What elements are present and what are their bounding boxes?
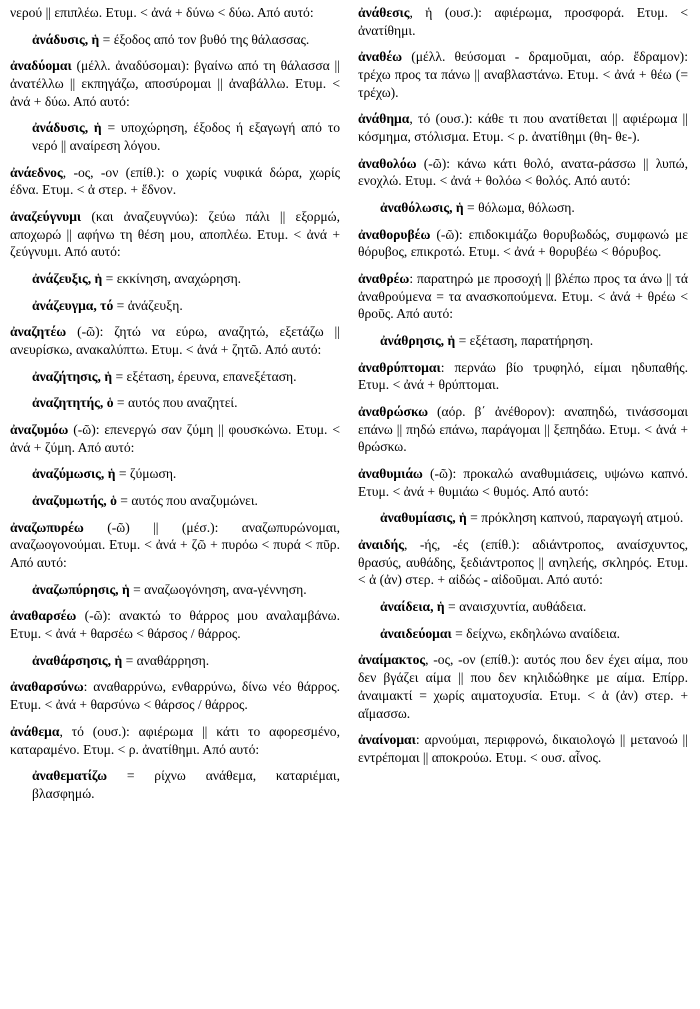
dictionary-entry: ἀναθορυβέω (-ῶ): επιδοκιμάζω θορυβωδώς, συμφωνώ με θόρυβος, επικροτώ. Ετυμ. < ἀνά + θορυβέω < θόρυβος. — [358, 226, 688, 260]
sub-entry: ἀναθεματίζω = ρίχνω ανάθεμα, καταριέμαι, βλασφημώ. — [32, 768, 340, 801]
column-right — [358, 4, 688, 1005]
dictionary-entry: ἀναδύομαι (μέλλ. ἀναδύσομαι): βγαίνω από τη θάλασσα || ἀνατέλλω || εκπηγάζω, αποσύρομαι || ἀναβάλλω. Ετυμ. < ἀνά + δύω. Από αυτό: — [10, 58, 340, 109]
sub-entry: ἀνάζευγμα, τό = ἀνάζευξη. — [32, 297, 183, 313]
sub-entry: ἀναθάρσησις, ἡ = αναθάρρηση. — [32, 652, 210, 668]
dictionary-entry: ἀναζεύγνυμι (και ἀναζευγνύω): ζεύω πάλι || εξορμώ, αποχωρώ || αφήνω τη θέση μου, αποπλέω. Ετυμ. < ἀνά + ζεύγνυμι. Από αυτό: — [10, 209, 340, 260]
dictionary-entry: ἀναθαρσύνω: αναθαρρύνω, ενθαρρύνω, δίνω νέο θάρρος. Ετυμ. < ἀνά + θαρσύνω < θάρσος / θάρρος. — [10, 679, 340, 713]
sub-entry: ἀναθυμίασις, ἡ = πρόκληση καπνού, παραγωγή ατμού. — [380, 510, 684, 526]
dictionary-entry: ἀναθυμιάω (-ῶ): προκαλώ αναθυμιάσεις, υψώνω καπνό. Ετυμ. < ἀνά + θυμιάω < θυμός. Από αυτό: — [358, 466, 688, 499]
column-container — [10, 4, 692, 1005]
dictionary-entry: ἀναθαρσέω (-ῶ): ανακτώ το θάρρος μου αναλαμβάνω. Ετυμ. < ἀνά + θαρσέω < θάρσος / θάρρος. — [10, 608, 340, 642]
dictionary-entry: ἀναίμακτος, -ος, -ον (επίθ.): αυτός που δεν έχει αίμα, που δεν βγάζει αίμα || που δεν κηλιδώθηκε με αίμα. Επίρρ. ἀναιμακτί = χωρίς αιματοχυσία. Ετυμ. < ἀ (ἀν) στερ. + αἵμασσω. — [358, 652, 688, 721]
sub-entry: ἀνάδυσις, ἡ = έξοδος από τον βυθό της θάλασσας. — [32, 31, 310, 47]
dictionary-entry: ἀνάεδνος, -ος, -ον (επίθ.): ο χωρίς νυφικά δώρα, χωρίς έδνα. Ετυμ. < ἀ στερ. + ἕδνον. — [10, 164, 340, 198]
dictionary-entry: ἀναθέω (μέλλ. θεύσομαι - δραμοῦμαι, αόρ. ἔδραμον): τρέχω προς τα πάνω || αναβλαστάνω. Ετυμ. < ἀνά + θέω (= τρέχω). — [358, 49, 688, 100]
sub-entry: ἀναζυμωτής, ὁ = αυτός που αναζυμώνει. — [32, 493, 258, 509]
sub-entry: ἀναζύμωσις, ἡ = ζύμωση. — [32, 466, 177, 482]
dictionary-entry: ἀνάθεσις, ἡ (ουσ.): αφιέρωμα, προσφορά. Ετυμ. < ἀνατίθημι. — [358, 5, 688, 38]
dictionary-entry: ἀναθρώσκω (αόρ. β΄ ἀνέθορον): αναπηδώ, τινάσσομαι επάνω || πηδώ επάνω, παράγομαι || ξεπηδάω. Ετυμ. < ἀνά + θρώσκω. — [358, 404, 688, 455]
dictionary-entry: ἀναιδής, -ής, -ές (επίθ.): αδιάντροπος, αναίσχυντος, θρασύς, αυθάδης, ξεδιάντροπος || ανηλεής, σκληρός. Ετυμ. < ἀ (ἀν) στερ. + αἰδώς - αἰδοῦμαι. Από αυτό: — [358, 537, 688, 588]
dictionary-entry: ἀναθολόω (-ῶ): κάνω κάτι θολό, ανατα-ράσσω || λυπώ, ενοχλώ. Ετυμ. < ἀνά + θολόω < θολός. Από αυτό: — [358, 155, 688, 189]
column-left — [10, 4, 340, 1005]
dictionary-entry: ἀναζητέω (-ῶ): ζητώ να εύρω, αναζητώ, εξετάζω || ανευρίσκω, ανακαλύπτω. Ετυμ. < ἀνά + ζητῶ. Από αυτό: — [10, 324, 340, 358]
sub-entry: ἀνάθρησις, ἡ = εξέταση, παρατήρηση. — [380, 333, 594, 349]
dictionary-entry: ἀναθρέω: παρατηρώ με προσοχή || βλέπω προς τα άνω || τά ἀναθρούμενα = τα ανασκοπούμενα. Ετυμ. < ἀνά + θρέω < θροῦς. Από αυτό: — [358, 271, 688, 322]
dictionary-entry: ἀνάθημα, τό (ουσ.): κάθε τι που ανατίθεται || αφιέρωμα || κόσμημα, στόλισμα. Ετυμ. < ρ. ἀνατίθημι (θη- θε-). — [358, 111, 688, 145]
sub-entry: ἀναιδεύομαι = δείχνω, εκδηλώνω αναίδεια. — [380, 625, 620, 641]
dictionary-entry: ἀναζυμόω (-ῶ): επενεργώ σαν ζύμη || φουσκώνω. Ετυμ. < ἀνά + ζύμη. Από αυτό: — [10, 422, 340, 455]
sub-entry: ἀναθόλωσις, ἡ = θόλωμα, θόλωση. — [380, 200, 575, 216]
dictionary-entry: ἀνάθεμα, τό (ουσ.): αφιέρωμα || κάτι το αφορεσμένο, καταραμένο. Ετυμ. < ρ. ἀνατίθημι. Από αυτό: — [10, 723, 340, 757]
sub-entry: ἀναζητητής, ὁ = αυτός που αναζητεί. — [32, 395, 238, 411]
sub-entry: ἀναζωπύρησις, ἡ = αναζωογόνηση, ανα-γέννηση. — [32, 581, 307, 597]
sub-entry: ἀναζήτησις, ἡ = εξέταση, έρευνα, επανεξέταση. — [32, 368, 297, 384]
dictionary-entry: ἀναθρύπτομαι: περνάω βίο τρυφηλό, είμαι ηδυπαθής. Ετυμ. < ἀνά + θρύπτομαι. — [358, 359, 688, 393]
sub-entry: ἀνάδυσις, ἡ = υποχώρηση, έξοδος ή εξαγωγή από το νερό || αναίρεση λόγου. — [32, 120, 340, 154]
dictionary-entry: ἀναίνομαι: αρνούμαι, περιφρονώ, δικαιολογώ || μετανοώ || εντρέπομαι || αποκρούω. Ετυμ. < ουσ. αἶνος. — [358, 732, 688, 765]
entry-continuation: νερού || επιπλέω. Ετυμ. < ἀνά + δύνω < δύω. Από αυτό: — [10, 5, 314, 20]
dictionary-entry: ἀναζωπυρέω (-ῶ) || (μέσ.): αναζωπυρώνομαι, αναζωογονούμαι. Ετυμ. < ἀνά + ζῶ + πυρόω < πυρά < πῦρ. Από αυτό: — [10, 519, 340, 571]
sub-entry: ἀνάζευξις, ἡ = εκκίνηση, αναχώρηση. — [32, 271, 242, 287]
sub-entry: ἀναίδεια, ἡ = αναισχυντία, αυθάδεια. — [380, 599, 587, 615]
